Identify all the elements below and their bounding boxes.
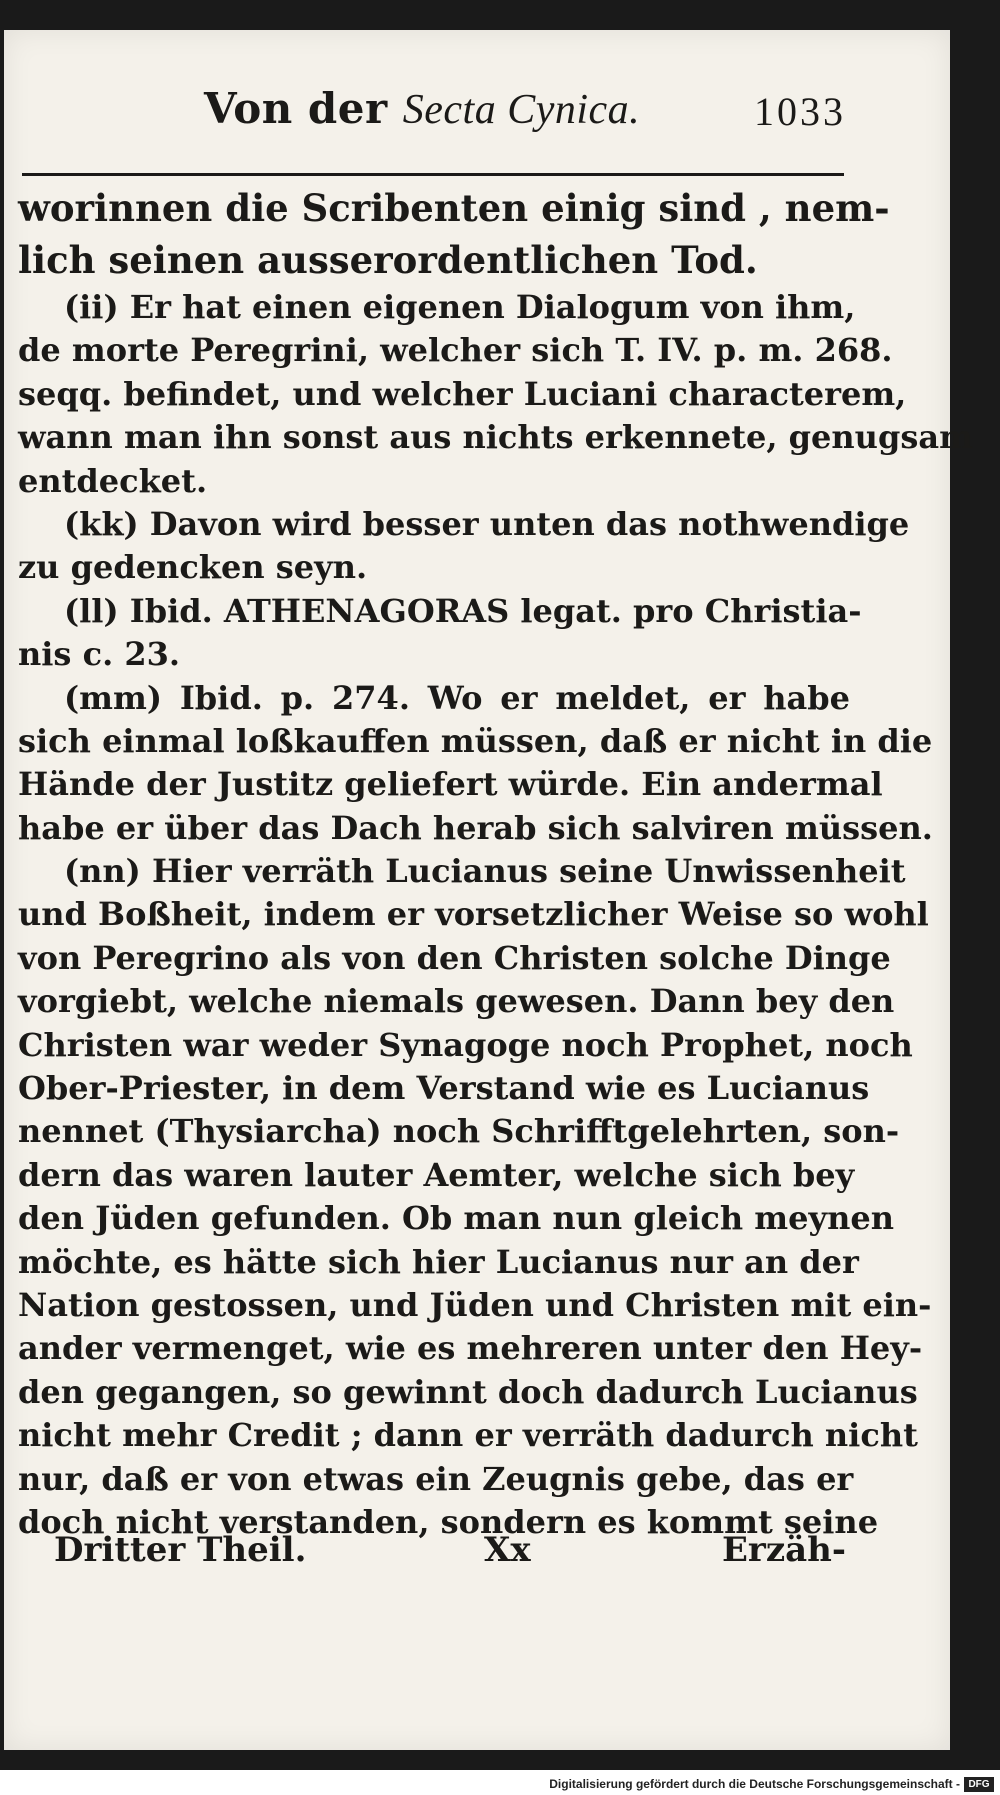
text-line: zu gedencken seyn. bbox=[18, 548, 368, 587]
text-line: ander vermenget, wie es mehreren unter den Hey- bbox=[18, 1329, 923, 1368]
text-line: (mm) Ibid. p. 274. Wo er meldet, er habe bbox=[64, 678, 850, 717]
text-line: Ober-Priester, in dem Verstand wie es Lucianus bbox=[18, 1069, 870, 1108]
text-line: nur, daß er von etwas ein Zeugnis gebe, das er bbox=[18, 1459, 854, 1498]
text-line: lich seinen ausserordentlichen Tod. bbox=[18, 238, 758, 282]
page-header bbox=[4, 84, 950, 154]
text-line: entdecket. bbox=[18, 461, 208, 500]
digitization-footer bbox=[0, 1776, 1000, 1795]
page-number: 1033 bbox=[754, 89, 846, 134]
text-line: möchte, es hätte sich hier Lucianus nur an der bbox=[18, 1242, 859, 1281]
text-line: doch nicht verstanden, sondern es kommt seine bbox=[18, 1502, 879, 1541]
running-title-german: Von der bbox=[204, 84, 388, 133]
text-line: (ii) Er hat einen eigenen Dialogum von ihm, bbox=[64, 288, 856, 326]
body-text bbox=[18, 182, 973, 1544]
text-line: und Boßheit, indem er vorsetzlicher Weise so wohl bbox=[18, 895, 929, 934]
header-rule bbox=[22, 173, 844, 176]
text-line: Hände der Justitz geliefert würde. Ein andermal bbox=[18, 765, 883, 804]
catchword: Erzäh- bbox=[722, 1530, 846, 1570]
text-line: seqq. befindet, und welcher Luciani characterem, bbox=[18, 374, 907, 413]
footer-credit: Digitalisierung gefördert durch die Deutsche Forschungsgemeinschaft - bbox=[549, 1777, 960, 1791]
text-line: nis c. 23. bbox=[18, 635, 181, 674]
running-title bbox=[204, 84, 640, 134]
text-line: vorgiebt, welche niemals gewesen. Dann bey den bbox=[18, 982, 895, 1021]
text-line: dern das waren lauter Aemter, welche sich bey bbox=[18, 1155, 855, 1194]
text-line: Christen war weder Synagoge noch Prophet, noch bbox=[18, 1025, 913, 1064]
text-line: de morte Peregrini, welcher sich T. IV. p. m. 268. bbox=[18, 331, 893, 370]
text-line: wann man ihn sonst aus nichts erkennete, genugsam bbox=[18, 418, 973, 457]
text-line: habe er über das Dach herab sich salviren müssen. bbox=[18, 808, 933, 847]
text-line: (nn) Hier verräth Lucianus seine Unwissenheit bbox=[64, 852, 906, 891]
text-line: von Peregrino als von den Christen solche Dinge bbox=[18, 938, 891, 977]
signature-mark: Xx bbox=[484, 1530, 531, 1570]
text-line: worinnen die Scribenten einig sind , nem- bbox=[18, 186, 890, 230]
dfg-logo: DFG bbox=[964, 1777, 994, 1792]
text-line: nennet (Thysiarcha) noch Schrifftgelehrten, son- bbox=[18, 1112, 900, 1151]
volume-label: Dritter Theil. bbox=[54, 1530, 307, 1570]
text-line: den Jüden gefunden. Ob man nun gleich meynen bbox=[18, 1199, 894, 1238]
text-line: Nation gestossen, und Jüden und Christen mit ein- bbox=[18, 1285, 932, 1324]
book-page bbox=[4, 30, 973, 1750]
text-line: nicht mehr Credit ; dann er verräth dadurch nicht bbox=[18, 1416, 918, 1455]
text-line: (ll) Ibid. ATHENAGORAS legat. pro Christia- bbox=[64, 591, 862, 630]
running-title-latin: Secta Cynica. bbox=[402, 87, 641, 133]
text-line: den gegangen, so gewinnt doch dadurch Lucianus bbox=[18, 1372, 918, 1411]
text-line: (kk) Davon wird besser unten das nothwendige bbox=[64, 504, 910, 543]
text-line: sich einmal loßkauffen müssen, daß er nicht in die bbox=[18, 721, 933, 760]
